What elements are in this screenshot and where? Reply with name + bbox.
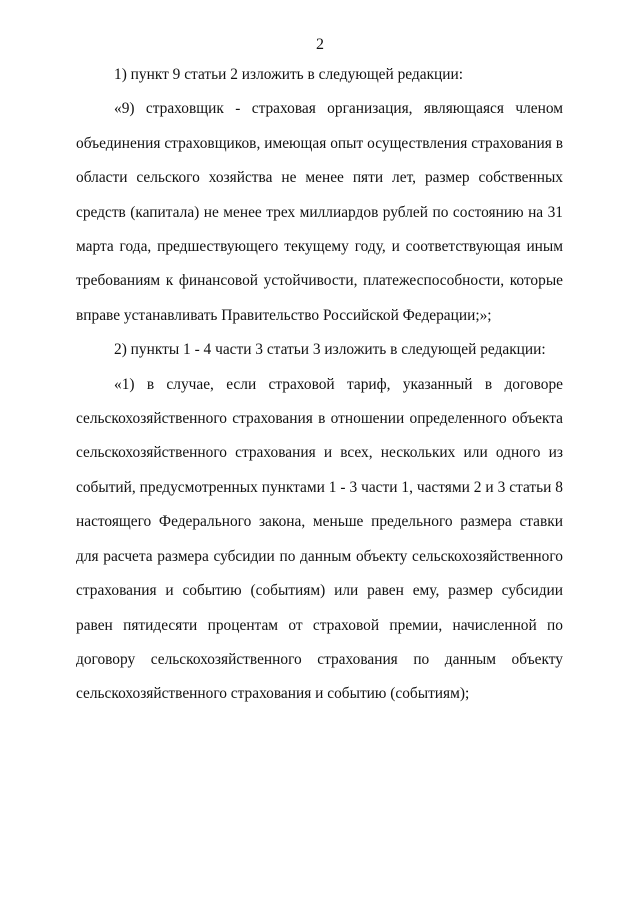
paragraph-insurer-definition: «9) страховщик - страховая организация, являющаяся членом объединения страховщиков, имеющая опыт осуществления страхования в области сельского хозяйства не менее пяти лет, размер собственных средств (капитала) не менее трех миллиардов рублей по состоянию на 31 марта года, предшествующего текущему году, и соответствующая иным требованиям к финансовой устойчивости, платежеспособности, которые вправе устанавливать Правительство Российской Федерации;»; <box>76 100 563 324</box>
paragraph-subsidy-rule: «1) в случае, если страховой тариф, указанный в договоре сельскохозяйственного страхования в отношении определенного объекта сельскохозяйственного страхования и всех, нескольких или одного из событий, предусмотренных пунктами 1 - 3 части 1, частями 2 и 3 статьи 8 настоящего Федерального закона, меньше предельного размера ставки для расчета размера субсидии по данным объекту сельскохозяйственного страхования и событию (событиям) или равен ему, размер субсидии равен пятидесяти процентам от страховой премии, начисленной по договору сельскохозяйственного страхования по данным объекту сельскохозяйственного страхования и событию (событиям); <box>76 375 563 703</box>
paragraph-amendment-1: 1) пункт 9 статьи 2 изложить в следующей редакции: <box>114 66 464 83</box>
document-body <box>76 58 563 712</box>
paragraph-amendment-2: 2) пункты 1 - 4 части 3 статьи 3 изложить в следующей редакции: <box>114 341 546 359</box>
page-number: 2 <box>316 36 324 53</box>
